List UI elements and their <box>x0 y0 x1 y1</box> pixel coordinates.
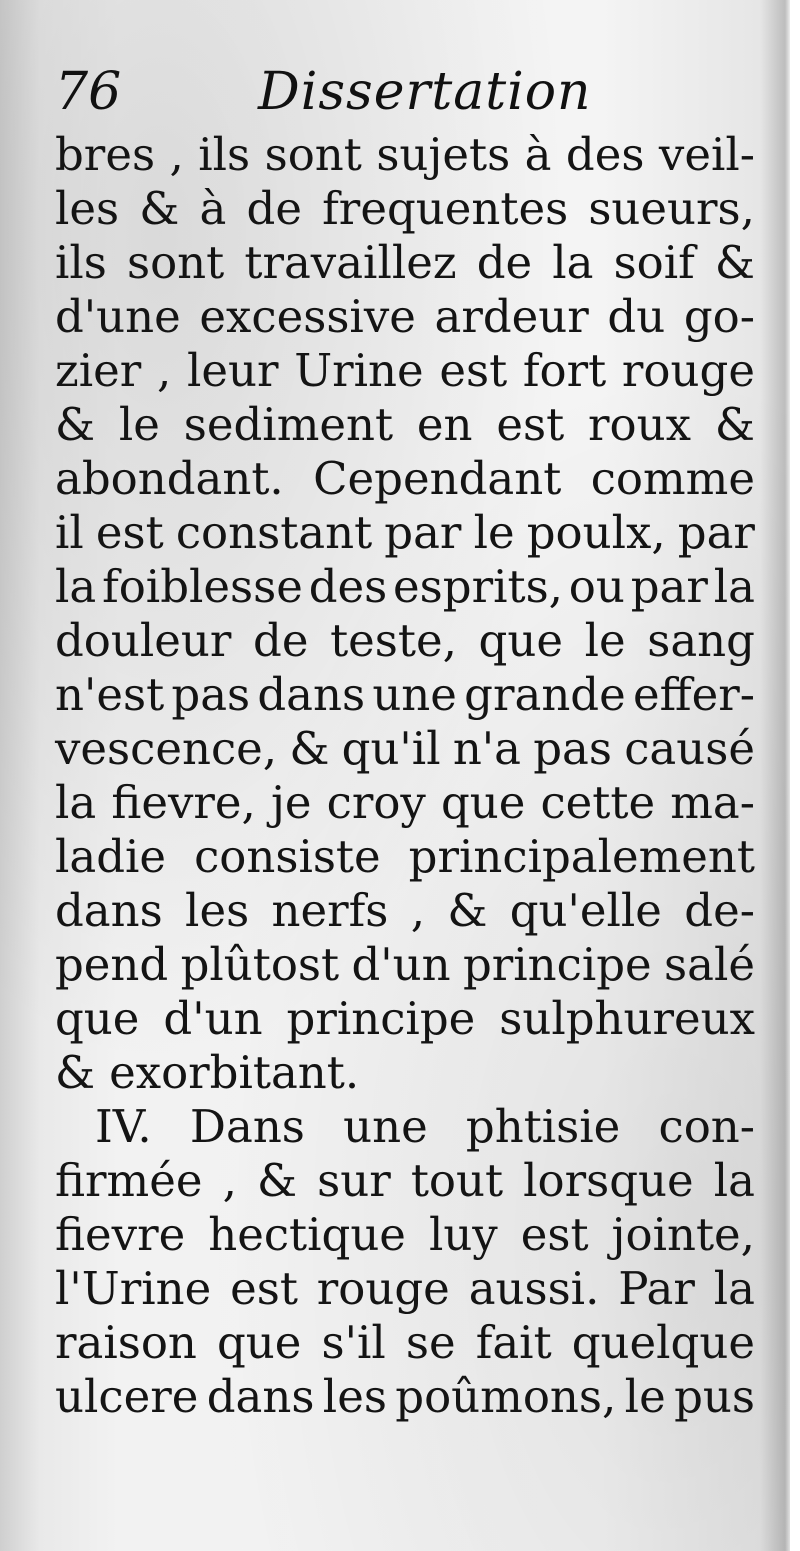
word: douleur <box>55 614 232 667</box>
page-header <box>55 62 755 132</box>
word: soif <box>613 236 695 289</box>
word: de <box>476 236 533 289</box>
word: ladie <box>55 830 167 883</box>
word: phtisie <box>465 1100 621 1153</box>
word: hectique <box>208 1208 406 1261</box>
word: en <box>416 398 473 451</box>
word: dans <box>206 1370 315 1423</box>
text-line <box>55 1100 755 1154</box>
text-line <box>55 668 755 722</box>
word: que <box>478 614 563 667</box>
word: du <box>607 290 666 343</box>
text-line <box>55 938 755 992</box>
word: nerfs <box>271 884 389 937</box>
word: ils <box>55 236 107 289</box>
word: n'est <box>55 668 165 721</box>
word: raison <box>55 1316 197 1369</box>
word: ou <box>568 560 625 613</box>
word: bres <box>55 128 156 181</box>
word: sur <box>317 1154 391 1207</box>
word: s'il <box>321 1316 386 1369</box>
word: , <box>222 1154 237 1207</box>
word: cette <box>540 776 656 829</box>
text-line <box>55 1262 755 1316</box>
word: exorbitant. <box>109 1046 360 1099</box>
word: vescence, <box>55 722 278 775</box>
body-text <box>55 128 755 1424</box>
word: roux <box>588 398 692 451</box>
word: de- <box>684 884 755 937</box>
word: pend <box>55 938 169 991</box>
word: luy <box>428 1208 498 1261</box>
word: lorsque <box>523 1154 694 1207</box>
text-line <box>55 776 755 830</box>
word: le <box>584 614 626 667</box>
text-line <box>55 1370 755 1424</box>
word: je <box>270 776 312 829</box>
word: que <box>55 992 140 1045</box>
word: con- <box>658 1100 755 1153</box>
word: fait <box>475 1316 552 1369</box>
text-line <box>55 128 755 182</box>
text-line <box>55 398 755 452</box>
word: principe <box>462 938 652 991</box>
word: des <box>565 128 645 181</box>
word: sediment <box>183 398 394 451</box>
word: le <box>624 1370 666 1423</box>
word: est <box>95 506 164 559</box>
word: que <box>217 1316 302 1369</box>
text-line <box>55 722 755 776</box>
word: est <box>439 344 508 397</box>
word: principe <box>286 992 476 1045</box>
word: la <box>55 776 97 829</box>
word: salé <box>664 938 755 991</box>
word: dans <box>257 668 366 721</box>
text-line <box>55 560 755 614</box>
word: que <box>440 776 526 829</box>
page-edge <box>790 0 800 1551</box>
word: par <box>677 506 755 559</box>
word: sont <box>127 236 225 289</box>
word: principalement <box>408 830 755 883</box>
word: d'un <box>163 992 263 1045</box>
word: l'Urine <box>55 1262 212 1315</box>
word: rouge <box>316 1262 450 1315</box>
text-line <box>55 506 755 560</box>
word: sujets <box>376 128 511 181</box>
word: aussi. <box>468 1262 600 1315</box>
text-line <box>55 290 755 344</box>
word: la <box>713 1154 755 1207</box>
word: pus <box>674 1370 755 1423</box>
text-line <box>55 614 755 668</box>
word: à <box>199 182 227 235</box>
word: veil- <box>658 128 755 181</box>
word: fievre <box>55 1208 186 1261</box>
word: travaillez <box>244 236 457 289</box>
word: des <box>308 560 388 613</box>
word: , <box>156 344 172 397</box>
word: frequentes <box>322 182 569 235</box>
word: par <box>630 560 708 613</box>
text-line <box>55 236 755 290</box>
word: les <box>185 884 250 937</box>
word: constant <box>175 506 373 559</box>
word: le <box>118 398 160 451</box>
text-line <box>55 1154 755 1208</box>
word: & <box>447 884 488 937</box>
word: une <box>343 1100 428 1153</box>
word: n'a <box>452 722 522 775</box>
word: est <box>230 1262 298 1315</box>
text-line <box>55 830 755 884</box>
word: croy <box>326 776 426 829</box>
text-line <box>55 1316 755 1370</box>
word: & <box>139 182 180 235</box>
word: & <box>55 398 96 451</box>
word: tout <box>410 1154 504 1207</box>
word: de <box>246 182 302 235</box>
word: consiste <box>194 830 381 883</box>
word: Cependant <box>313 452 562 505</box>
word: & <box>256 1154 298 1207</box>
word: la <box>55 560 97 613</box>
word: poûmons, <box>395 1370 617 1423</box>
text-line <box>55 182 755 236</box>
word: excessive <box>199 290 416 343</box>
text-line <box>55 452 755 506</box>
word: jointe, <box>611 1208 755 1261</box>
word: ils <box>198 128 251 181</box>
text-line <box>55 344 755 398</box>
word: & <box>289 722 330 775</box>
word: quelque <box>571 1316 755 1369</box>
word: grande <box>464 668 626 721</box>
word: IV. <box>95 1100 152 1153</box>
word: se <box>405 1316 456 1369</box>
word: dans <box>55 884 163 937</box>
word: , <box>169 128 184 181</box>
word: teste, <box>330 614 457 667</box>
word: fievre, <box>111 776 256 829</box>
word: la <box>713 560 755 613</box>
word: Dans <box>189 1100 305 1153</box>
word: ma- <box>670 776 755 829</box>
word: est <box>520 1208 589 1261</box>
word: pas <box>171 668 251 721</box>
word: pas <box>533 722 612 775</box>
word: par <box>384 506 462 559</box>
word: le <box>473 506 515 559</box>
word: abondant. <box>55 452 284 505</box>
page-number: 76 <box>55 62 122 122</box>
word: esprits, <box>393 560 563 613</box>
word: sueurs, <box>588 182 755 235</box>
word: de <box>253 614 309 667</box>
word: & <box>714 236 755 289</box>
word: sang <box>647 614 755 667</box>
word: Par <box>618 1262 695 1315</box>
word: rouge <box>621 344 755 397</box>
word: la <box>552 236 594 289</box>
word: la <box>713 1262 755 1315</box>
word: les <box>322 1370 387 1423</box>
word: zier <box>55 344 142 397</box>
word: & <box>55 1046 96 1099</box>
word: leur <box>186 344 279 397</box>
word: firmée <box>55 1154 203 1207</box>
text-line <box>55 1208 755 1262</box>
word: Urine <box>294 344 424 397</box>
word: go- <box>683 290 755 343</box>
word: fort <box>522 344 607 397</box>
word: qu'elle <box>509 884 662 937</box>
word: , <box>410 884 426 937</box>
word: une <box>372 668 457 721</box>
word: causé <box>624 722 755 775</box>
word: sont <box>264 128 362 181</box>
word: ardeur <box>434 290 589 343</box>
text-line <box>55 884 755 938</box>
word: comme <box>590 452 755 505</box>
text-line <box>55 1046 755 1100</box>
word: poulx, <box>526 506 666 559</box>
word: les <box>55 182 120 235</box>
running-title: Dissertation <box>258 62 592 122</box>
word: d'une <box>55 290 181 343</box>
word: effer- <box>632 668 755 721</box>
word: ulcere <box>55 1370 199 1423</box>
text-line <box>55 992 755 1046</box>
word: sulphureux <box>499 992 755 1045</box>
word: d'un <box>351 938 451 991</box>
word: foiblesse <box>102 560 303 613</box>
word: plûtost <box>180 938 340 991</box>
word: est <box>496 398 565 451</box>
word: il <box>55 506 84 559</box>
word: qu'il <box>341 722 441 775</box>
word: à <box>524 128 552 181</box>
word: & <box>714 398 755 451</box>
